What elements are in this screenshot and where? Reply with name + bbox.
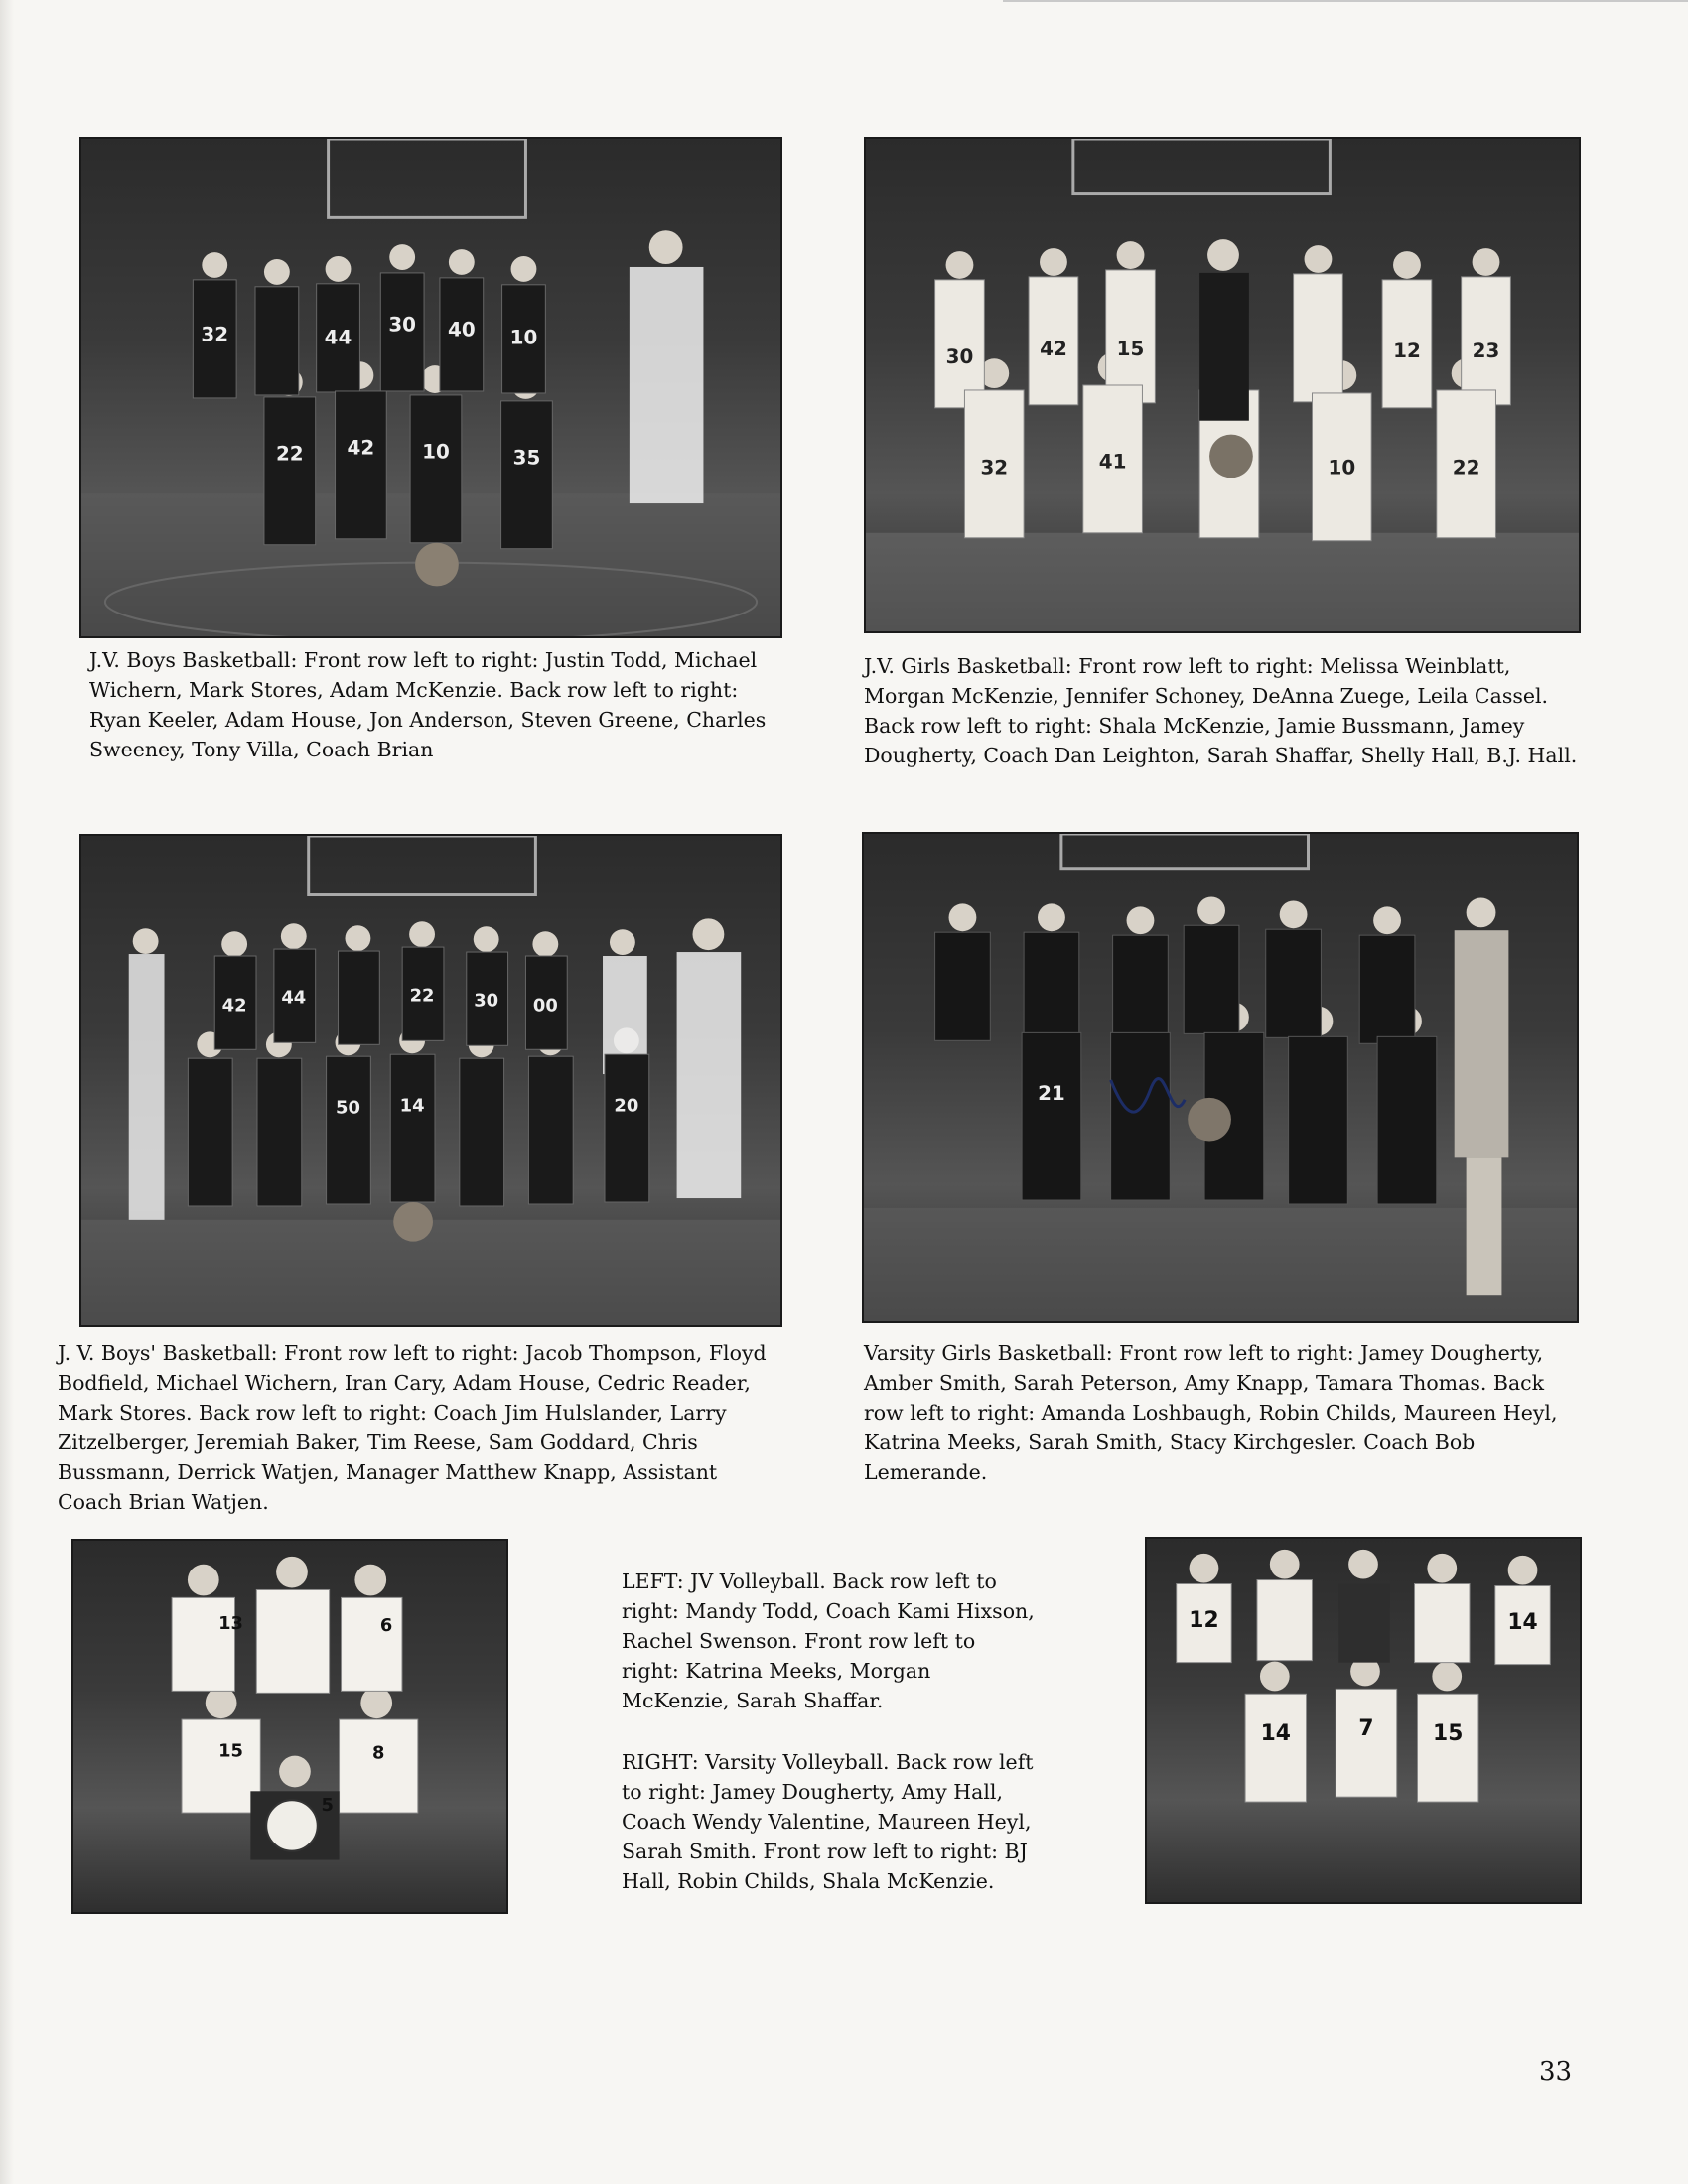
jersey-number: 42: [221, 995, 247, 1017]
jv-volleyball-photo: [71, 1539, 508, 1914]
jersey-number: 22: [1452, 456, 1480, 479]
jersey-number: 15: [1433, 1720, 1464, 1746]
jersey-number: 40: [447, 318, 476, 341]
jv-boys-basketball-caption: J.V. Boys Basketball: Front row left to right: Justin Todd, Michael Wichern, Mark Stores, Adam McKenzie. Back row left to right: Ryan Keeler, Adam House, Jon Anderson, Steven Greene, Charles Sweeney, Tony Villa, Coach Brian: [89, 648, 767, 761]
jv-volleyball-caption: LEFT: JV Volleyball. Back row left to right: Mandy Todd, Coach Kami Hixson, Rachel Swenson. Front row left to right: Katrina Meeks, Morgan McKenzie, Sarah Shaffar.: [622, 1570, 1035, 1712]
jersey-number: 8: [371, 1742, 385, 1764]
jv-boys-basketball-2-photo: [79, 834, 782, 1327]
jersey-number: 20: [614, 1095, 639, 1117]
top-rule: [1003, 0, 1688, 2]
jersey-number: 22: [275, 442, 304, 466]
varsity-girls-basketball-caption: Varsity Girls Basketball: Front row left to right: Jamey Dougherty, Amber Smith, Sarah Peterson, Amy Knapp, Tamara Thomas. Back row left to right: Amanda Loshbaugh, Robin Childs, Maureen Heyl, Katrina Meeks, Sarah Smith, Stacy Kirchgesler. Coach Bob Lemerande.: [864, 1341, 1558, 1484]
varsity-volleyball-photo: [1145, 1537, 1582, 1904]
jersey-number: 14: [1507, 1610, 1538, 1636]
jersey-number: 5: [321, 1795, 334, 1817]
jersey-number: 30: [945, 345, 974, 369]
jersey-number: 41: [1098, 450, 1127, 474]
jersey-number: 50: [336, 1097, 360, 1119]
jersey-number: 44: [324, 326, 352, 349]
page-gutter-shadow: [0, 0, 14, 2184]
page-number: 33: [1539, 2057, 1573, 2087]
varsity-volleyball-caption: RIGHT: Varsity Volleyball. Back row left to right: Jamey Dougherty, Amy Hall, Coach Wendy Valentine, Maureen Heyl, Sarah Smith. Front row left to right: BJ Hall, Robin Childs, Shala McKenzie.: [622, 1750, 1034, 1893]
jv-girls-basketball-photo: [864, 137, 1581, 633]
jersey-number: 32: [980, 456, 1009, 479]
jersey-number: 21: [1038, 1081, 1065, 1105]
jersey-number: 30: [388, 313, 416, 337]
jv-girls-basketball-caption: J.V. Girls Basketball: Front row left to right: Melissa Weinblatt, Morgan McKenzie, Jennifer Schoney, DeAnna Zuege, Leila Cassel. Back row left to right: Shala McKenzie, Jamie Bussmann, Jamey Dougherty, Coach Dan Leighton, Sarah Shaffar, Shelly Hall, B.J. Hall.: [864, 654, 1578, 767]
jersey-number: 7: [1358, 1715, 1374, 1741]
jersey-number: 42: [1040, 338, 1067, 361]
jersey-number: 15: [1116, 338, 1145, 361]
jersey-number: 14: [1260, 1720, 1291, 1746]
jersey-number: 12: [1189, 1608, 1219, 1634]
jersey-number: 22: [409, 985, 435, 1007]
jersey-number: 35: [512, 446, 541, 470]
jersey-number: 12: [1393, 340, 1421, 363]
jersey-number: 32: [201, 323, 229, 346]
jersey-number: 13: [218, 1613, 243, 1635]
jersey-number: 23: [1472, 340, 1500, 363]
jersey-number: 10: [509, 326, 538, 349]
varsity-girls-basketball-photo: [862, 832, 1579, 1323]
jersey-number: 10: [422, 440, 450, 464]
jersey-number: 10: [1328, 456, 1356, 479]
jersey-number: 30: [474, 990, 499, 1012]
jersey-number: 15: [218, 1740, 243, 1762]
jersey-number: 42: [347, 436, 375, 460]
jv-boys-basketball-photo: [79, 137, 782, 638]
jersey-number: 44: [281, 987, 307, 1009]
jersey-number: 6: [379, 1615, 393, 1637]
jersey-number: 14: [399, 1095, 425, 1117]
jersey-number: 00: [532, 995, 558, 1017]
jv-boys-basketball-2-caption: J. V. Boys' Basketball: Front row left to right: Jacob Thompson, Floyd Bodfield, Michael Wichern, Iran Cary, Adam House, Cedric Reader, Mark Stores. Back row left to right: Coach Jim Hulslander, Larry Zitzelberger, Jeremiah Baker, Tim Reese, Sam Goddard, Chris Bussmann, Derrick Watjen, Manager Matthew Knapp, Assistant Coach Brian Watjen.: [58, 1341, 767, 1514]
